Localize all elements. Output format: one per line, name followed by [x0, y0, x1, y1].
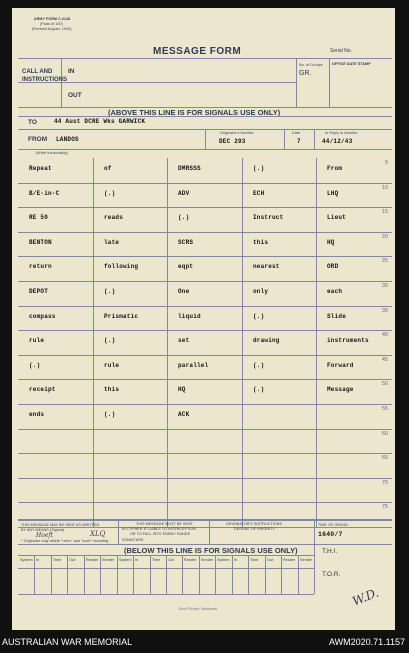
- row-count-number: 30: [381, 283, 388, 289]
- reply-number-value: 44/12/43: [322, 138, 353, 145]
- message-word: SCRS: [178, 239, 194, 246]
- row-count-number: 45: [381, 357, 388, 363]
- row-count-number: 65: [381, 455, 388, 461]
- footer-column-line: [150, 555, 151, 594]
- form-number: ARMY FORM C.2128: [34, 17, 71, 21]
- footer-column-line: [67, 555, 68, 594]
- groups-label: No. of Groups: [299, 63, 323, 67]
- row-count-number: 15: [381, 209, 388, 215]
- grid-row-line: [18, 306, 392, 307]
- footer-column-label: Time: [152, 558, 161, 562]
- form-pads: (Pads of 100): [40, 22, 63, 26]
- grid-row-line: [18, 232, 392, 233]
- message-word: (.): [253, 386, 265, 393]
- grid-row-line: [18, 256, 392, 257]
- footer-column-line: [232, 555, 233, 594]
- footer-column-line: [166, 555, 167, 594]
- grid-row-line: [18, 502, 392, 503]
- row-count-number: 5: [384, 160, 388, 166]
- message-word: (.): [104, 411, 116, 418]
- message-word: compass: [29, 313, 56, 320]
- message-word: DMRSSS: [178, 165, 201, 172]
- originator-delete-note: * Originator may delete "rerun" and "such" including: [21, 539, 109, 543]
- footer-column-line: [248, 555, 249, 594]
- footer-column-label: Time: [53, 558, 62, 562]
- written-code: XLQ: [90, 530, 106, 538]
- originators-instructions-label: ORIGINATOR'S INSTRUCTIONS: [226, 522, 282, 526]
- footer-column-label: In: [36, 558, 40, 562]
- grid-row-line: [18, 355, 392, 356]
- message-word: B/E-in-C: [29, 190, 60, 197]
- message-word: ends: [29, 411, 45, 418]
- groups-value: GR.: [299, 70, 312, 77]
- row-count-number: 50: [381, 381, 388, 387]
- message-word: HQ: [178, 386, 186, 393]
- message-word: LHQ: [327, 190, 339, 197]
- footer-column-line: [117, 555, 118, 594]
- message-word: following: [104, 263, 139, 270]
- from-label: FROM: [28, 136, 48, 143]
- cypher-signature-label: SIGNATURE: [122, 538, 144, 542]
- grid-column-line: [93, 158, 94, 527]
- footer-column-line: [265, 555, 266, 594]
- message-word: set: [178, 337, 190, 344]
- message-word: Forward: [327, 362, 354, 369]
- to-label: TO: [28, 119, 37, 126]
- row-count-number: 70: [381, 480, 388, 486]
- message-word: only: [253, 288, 269, 295]
- message-word: (.): [104, 288, 116, 295]
- message-word: RE 50: [29, 214, 49, 221]
- tor-label: T.O.R.: [322, 571, 341, 578]
- grid-row-line: [18, 379, 392, 380]
- footer-column-label: Out: [69, 558, 76, 562]
- message-word: rule: [29, 337, 45, 344]
- grid-row-line: [18, 330, 392, 331]
- originator-number-value: DEC 293: [219, 138, 246, 145]
- serial-no-label: Serial No.: [330, 48, 352, 54]
- thi-label: T.H.I.: [322, 548, 338, 555]
- row-count-number: 25: [381, 258, 388, 264]
- footer-column-line: [133, 555, 134, 594]
- footer-column-label: Reader: [283, 558, 296, 562]
- footer-column-line: [298, 555, 299, 594]
- office-date-stamp: OFFICE DATE STAMP: [332, 62, 371, 66]
- footer-column-line: [84, 555, 85, 594]
- cypher-line-3: OR TO FALL INTO ENEMY HANDS: [130, 532, 191, 536]
- message-word: BENTON: [29, 239, 52, 246]
- originator-number-label: Originator's Number: [220, 131, 254, 135]
- sent-as-written-2: BY ANY MEANS (Signed): [21, 528, 65, 532]
- in-label: IN: [68, 68, 75, 75]
- footer-column-label: Time: [250, 558, 259, 562]
- message-word: (.): [253, 313, 265, 320]
- message-word: One: [178, 288, 190, 295]
- date-value: 7: [297, 138, 301, 145]
- time-of-origin-value: 1640/7: [318, 531, 343, 538]
- message-word: (.): [29, 362, 41, 369]
- message-word: Instruct: [253, 214, 284, 221]
- grid-column-line: [316, 158, 317, 527]
- message-word: DEPOT: [29, 288, 49, 295]
- grid-column-line: [242, 158, 243, 527]
- row-count-number: 40: [381, 332, 388, 338]
- message-word: drawing: [253, 337, 280, 344]
- archive-caption-right: AWM2020.71.1157: [328, 637, 405, 647]
- grid-row-line: [18, 207, 392, 208]
- grid-row-line: [18, 527, 392, 528]
- footer-column-label: Sender: [300, 558, 313, 562]
- from-value: LANDOS: [56, 136, 79, 143]
- message-word: Prismatic: [104, 313, 139, 320]
- archive-caption-left: AUSTRALIAN WAR MEMORIAL: [2, 637, 133, 647]
- sent-as-written-1: THIS MESSAGE MAY BE SENT AS WRITTEN: [21, 523, 100, 527]
- footer-column-line: [34, 555, 35, 594]
- row-count-number: 35: [381, 308, 388, 314]
- footer-column-label: Out: [168, 558, 175, 562]
- message-word: Message: [327, 386, 354, 393]
- message-word: ECH: [253, 190, 265, 197]
- grid-column-line: [167, 158, 168, 527]
- footer-column-label: In: [135, 558, 139, 562]
- grid-row-line: [18, 183, 392, 184]
- footer-column-line: [100, 555, 101, 594]
- message-word: receipt: [29, 386, 56, 393]
- grid-row-line: [18, 429, 392, 430]
- handwritten-initials: W.D.: [350, 585, 381, 609]
- write-horizontally-note: (Write horizontally): [36, 151, 68, 155]
- written-signature: Hoeft: [36, 532, 54, 539]
- footer-column-line: [281, 555, 282, 594]
- footer-column-label: System: [20, 558, 33, 562]
- message-word: ADV: [178, 190, 190, 197]
- footer-column-label: Reader: [184, 558, 197, 562]
- row-count-number: 55: [381, 406, 388, 412]
- message-word: ORD: [327, 263, 339, 270]
- footer-column-label: System: [119, 558, 132, 562]
- row-count-number: 20: [381, 234, 388, 240]
- footer-column-line: [51, 555, 52, 594]
- form-title: MESSAGE FORM: [153, 46, 242, 57]
- message-word: HQ: [327, 239, 335, 246]
- footer-column-line: [199, 555, 200, 594]
- row-count-number: 60: [381, 431, 388, 437]
- footer-column-label: Sender: [201, 558, 214, 562]
- message-word: Slide: [327, 313, 347, 320]
- cypher-line-1: THIS MESSAGE MUST BE SENT: [136, 522, 193, 526]
- message-word: liquid: [178, 313, 201, 320]
- message-word: From: [327, 165, 343, 172]
- message-word: nearest: [253, 263, 280, 270]
- message-word: Repeat: [29, 165, 52, 172]
- footer-column-label: In: [234, 558, 238, 562]
- message-form: [12, 8, 395, 630]
- signals-use-below: (BELOW THIS LINE IS FOR SIGNALS USE ONLY): [124, 546, 298, 555]
- date-label: Date: [292, 131, 300, 135]
- message-word: (.): [253, 165, 265, 172]
- grid-row-line: [18, 404, 392, 405]
- to-value: 44 Aust DCRE Wks GARWICK: [54, 118, 146, 125]
- cypher-line-2: IN CYPHER IF LIABLE TO INTERCEPTION: [122, 527, 197, 531]
- message-word: reads: [104, 214, 124, 221]
- message-word: parallel: [178, 362, 209, 369]
- message-word: return: [29, 263, 52, 270]
- message-word: Lieut: [327, 214, 347, 221]
- footer-column-label: Out: [267, 558, 274, 562]
- message-word: late: [104, 239, 120, 246]
- message-word: (.): [104, 190, 116, 197]
- footer-column-label: Sender: [102, 558, 115, 562]
- footer-column-line: [182, 555, 183, 594]
- time-of-origin-label: TIME OF ORIGIN: [318, 523, 348, 527]
- printer-imprint: Govt Printer, Brisbane: [178, 606, 218, 611]
- message-word: this: [253, 239, 269, 246]
- footer-column-label: Reader: [86, 558, 99, 562]
- grid-row-line: [18, 281, 392, 282]
- row-count-number: 75: [381, 504, 388, 510]
- grid-row-line: [18, 478, 392, 479]
- degree-of-priority-label: DEGREE OF PRIORITY: [234, 527, 275, 531]
- message-word: rule: [104, 362, 120, 369]
- footer-column-label: System: [217, 558, 230, 562]
- message-word: (.): [104, 337, 116, 344]
- message-word: (.): [178, 214, 190, 221]
- row-count-number: 10: [381, 185, 388, 191]
- out-label: OUT: [68, 92, 82, 99]
- grid-row-line: [18, 453, 392, 454]
- message-word: of: [104, 165, 112, 172]
- footer-column-line: [215, 555, 216, 594]
- reply-number-label: In Reply to Number: [325, 131, 358, 135]
- message-word: eqpt: [178, 263, 194, 270]
- message-word: (.): [253, 362, 265, 369]
- message-word: ACK: [178, 411, 190, 418]
- signals-use-above: (ABOVE THIS LINE IS FOR SIGNALS USE ONLY): [108, 108, 281, 117]
- call-instructions-label: CALL AND INSTRUCTIONS: [22, 69, 67, 83]
- form-revised: (Revised August, 1943): [32, 27, 72, 31]
- message-word: each: [327, 288, 343, 295]
- message-word: instruments: [327, 337, 369, 344]
- message-word: this: [104, 386, 120, 393]
